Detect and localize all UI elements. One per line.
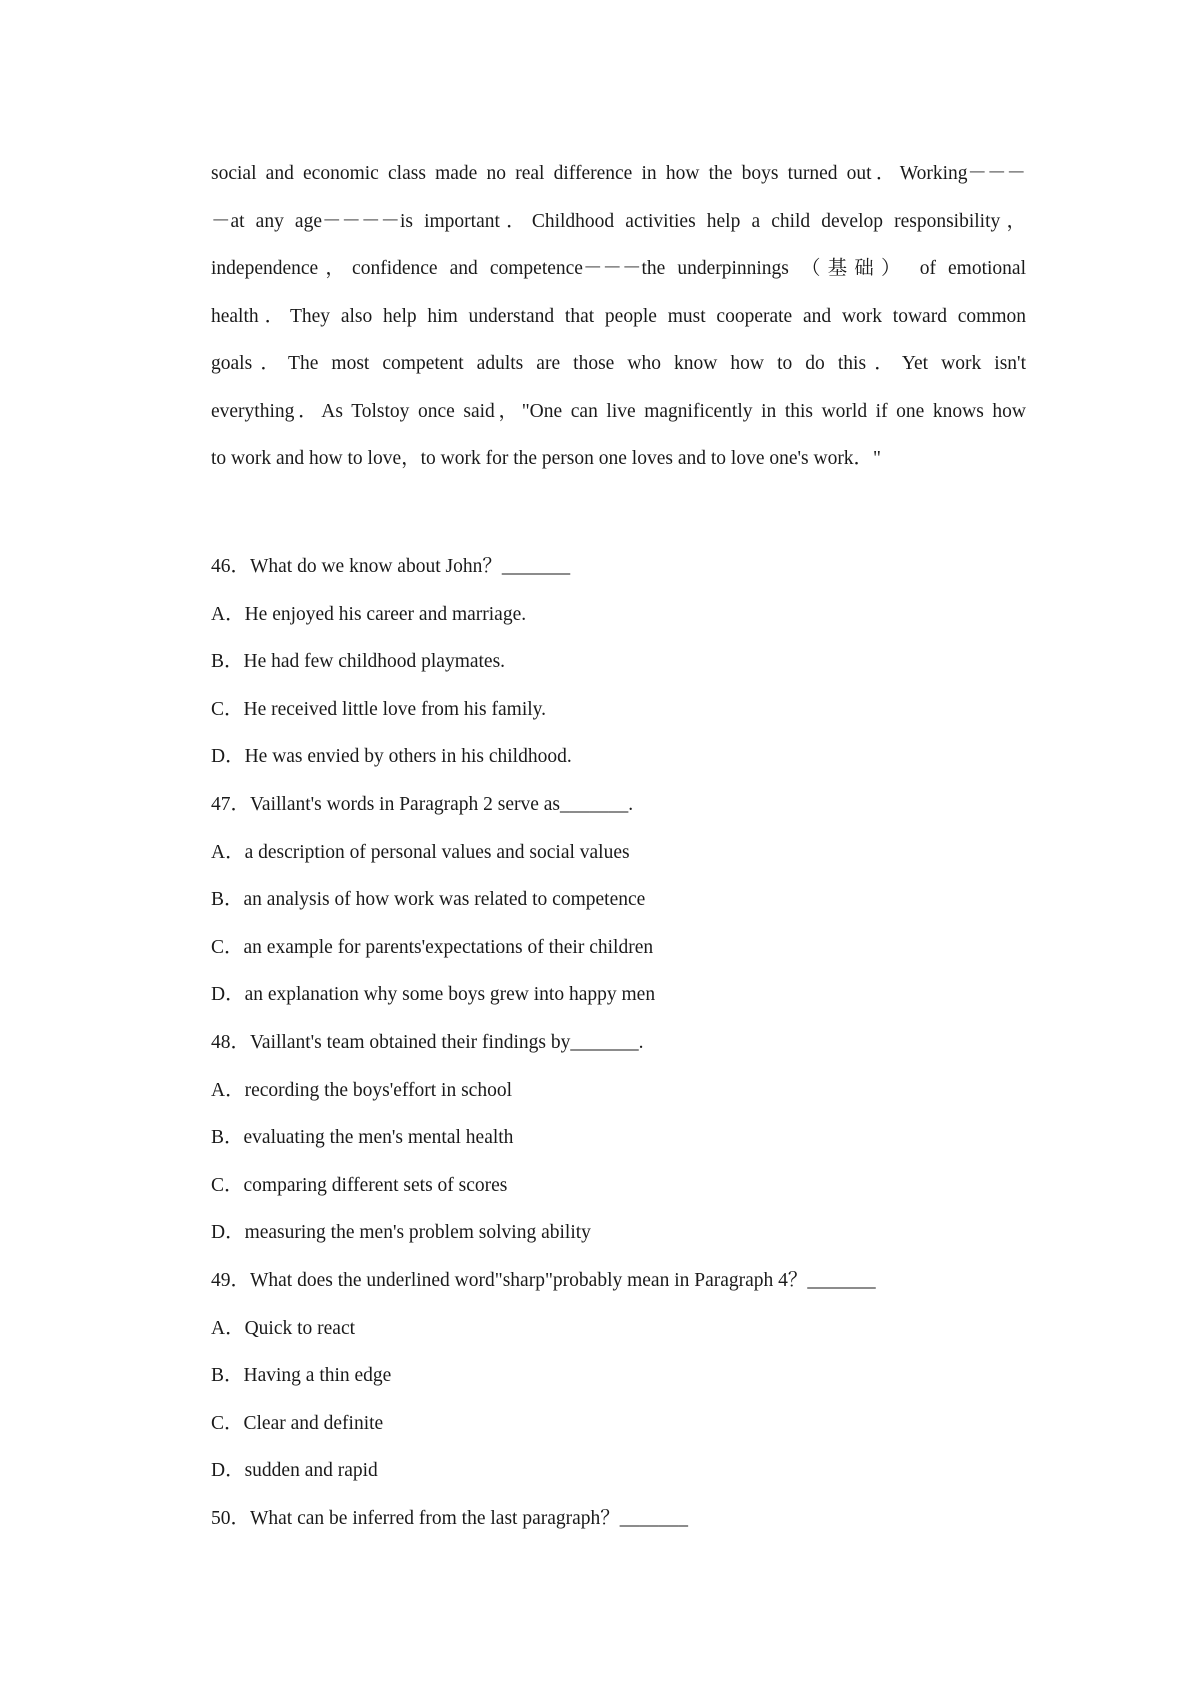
- passage-line: health．They also help him understand that people must cooperate and work toward common: [211, 305, 1026, 327]
- option-48-c: C．comparing different sets of scores: [211, 1174, 508, 1196]
- option-47-d: D．an explanation why some boys grew into happy men: [211, 984, 656, 1006]
- option-47-a: A．a description of personal values and social values: [211, 841, 630, 863]
- option-49-b: B．Having a thin edge: [211, 1365, 392, 1387]
- option-48-a: A．recording the boys'effort in school: [211, 1079, 513, 1101]
- option-49-d: D．sudden and rapid: [211, 1460, 378, 1482]
- question-47: 47．Vaillant's words in Paragraph 2 serve as_______.: [211, 793, 634, 815]
- passage-line: to work and how to love，to work for the person one loves and to love one's work．": [211, 448, 882, 469]
- option-46-a: A．He enjoyed his career and marriage.: [211, 603, 527, 625]
- question-48: 48．Vaillant's team obtained their findings by_______.: [211, 1031, 644, 1053]
- question-46: 46．What do we know about John？_______: [211, 556, 571, 577]
- option-46-d: D．He was envied by others in his childhood.: [211, 746, 572, 768]
- option-49-a: A．Quick to react: [211, 1317, 356, 1339]
- passage-line: social and economic class made no real difference in how the boys turned out．Working－－－: [211, 163, 1026, 184]
- option-47-c: C．an example for parents'expectations of their children: [211, 936, 654, 958]
- option-47-b: B．an analysis of how work was related to competence: [211, 889, 646, 911]
- passage-paragraph: [211, 150, 1026, 483]
- passage-line: goals．The most competent adults are those who know how to do this．Yet work isn't: [211, 353, 1026, 374]
- option-48-b: B．evaluating the men's mental health: [211, 1127, 514, 1149]
- passage-line: －at any age－－－－is important．Childhood activities help a child develop responsibility，: [211, 210, 1026, 232]
- question-list: [211, 543, 1026, 1542]
- question-49: 49．What does the underlined word"sharp"probably mean in Paragraph 4？_______: [211, 1269, 876, 1291]
- option-46-c: C．He received little love from his family.: [211, 698, 547, 720]
- option-48-d: D．measuring the men's problem solving ability: [211, 1222, 591, 1244]
- option-49-c: C．Clear and definite: [211, 1412, 384, 1434]
- option-46-b: B．He had few childhood playmates.: [211, 651, 506, 673]
- question-50: 50．What can be inferred from the last paragraph？_______: [211, 1507, 689, 1529]
- passage-line: independence，confidence and competence－－－the underpinnings （基础） of emotional: [211, 258, 1026, 279]
- passage-line: everything．As Tolstoy once said，"One can live magnificently in this world if one knows how: [211, 400, 1026, 422]
